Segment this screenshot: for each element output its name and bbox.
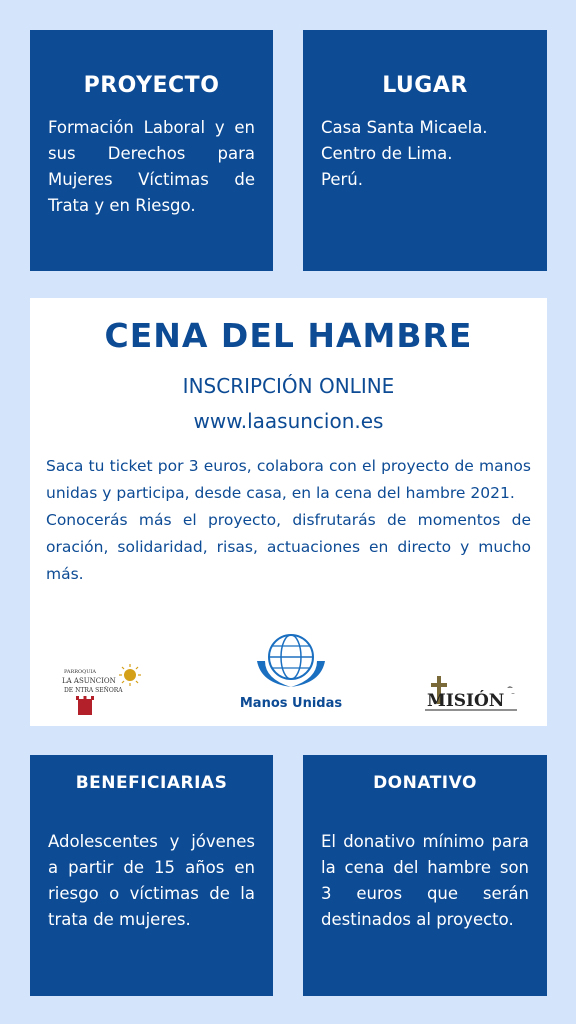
donativo-text: El donativo mínimo para la cena del hambre son 3 euros que serán destinados al proyecto. xyxy=(321,832,529,929)
parroquia-logo-line2: LA ASUNCION xyxy=(62,677,116,685)
mision-logo-text: MISIÓN xyxy=(427,691,505,711)
manos-unidas-label: Manos Unidas xyxy=(239,696,343,711)
beneficiarias-card xyxy=(30,755,273,996)
event-subtitle: INSCRIPCIÓN ONLINE xyxy=(182,374,395,398)
lugar-line: Casa Santa Micaela. xyxy=(321,118,488,137)
tower-icon xyxy=(76,696,94,715)
parroquia-logo xyxy=(60,661,142,717)
parroquia-logo-line1: PARROQUIA xyxy=(64,669,97,675)
lugar-line: Centro de Lima. xyxy=(321,144,453,163)
beneficiarias-title: BENEFICIARIAS xyxy=(75,773,228,793)
event-panel xyxy=(30,298,547,726)
donativo-title: DONATIVO xyxy=(373,773,477,793)
event-description xyxy=(46,453,531,588)
lugar-title: LUGAR xyxy=(382,73,468,98)
donativo-card xyxy=(303,755,547,996)
manos-unidas-logo xyxy=(235,631,347,711)
mision-logo xyxy=(423,676,519,712)
birds-icon xyxy=(507,687,515,695)
parroquia-logo-line3: DE NTRA SEÑORA xyxy=(64,687,123,694)
event-paragraph-2: Conocerás más el proyecto, disfrutarás de momentos de oración, solidaridad, risas, actuaciones en directo y mucho más. xyxy=(46,511,531,583)
lugar-line: Perú. xyxy=(321,170,363,189)
proyecto-title: PROYECTO xyxy=(83,73,220,98)
lugar-text xyxy=(303,100,547,193)
proyecto-card xyxy=(30,30,273,271)
event-paragraph-1: Saca tu ticket por 3 euros, colabora con el proyecto de manos unidas y participa, desde casa, en la cena del hambre 2021. xyxy=(46,457,531,502)
lugar-card xyxy=(303,30,547,271)
beneficiarias-text: Adolescentes y jóvenes a partir de 15 años en riesgo o víctimas de la trata de mujeres. xyxy=(48,832,255,929)
event-website-link[interactable]: www.laasuncion.es xyxy=(193,409,384,433)
globe-hands-icon xyxy=(257,635,325,687)
proyecto-text: Formación Laboral y en sus Derechos para Mujeres Víctimas de Trata y en Riesgo. xyxy=(48,118,255,215)
sun-icon xyxy=(119,664,141,686)
event-title: CENA DEL HAMBRE xyxy=(104,316,473,355)
